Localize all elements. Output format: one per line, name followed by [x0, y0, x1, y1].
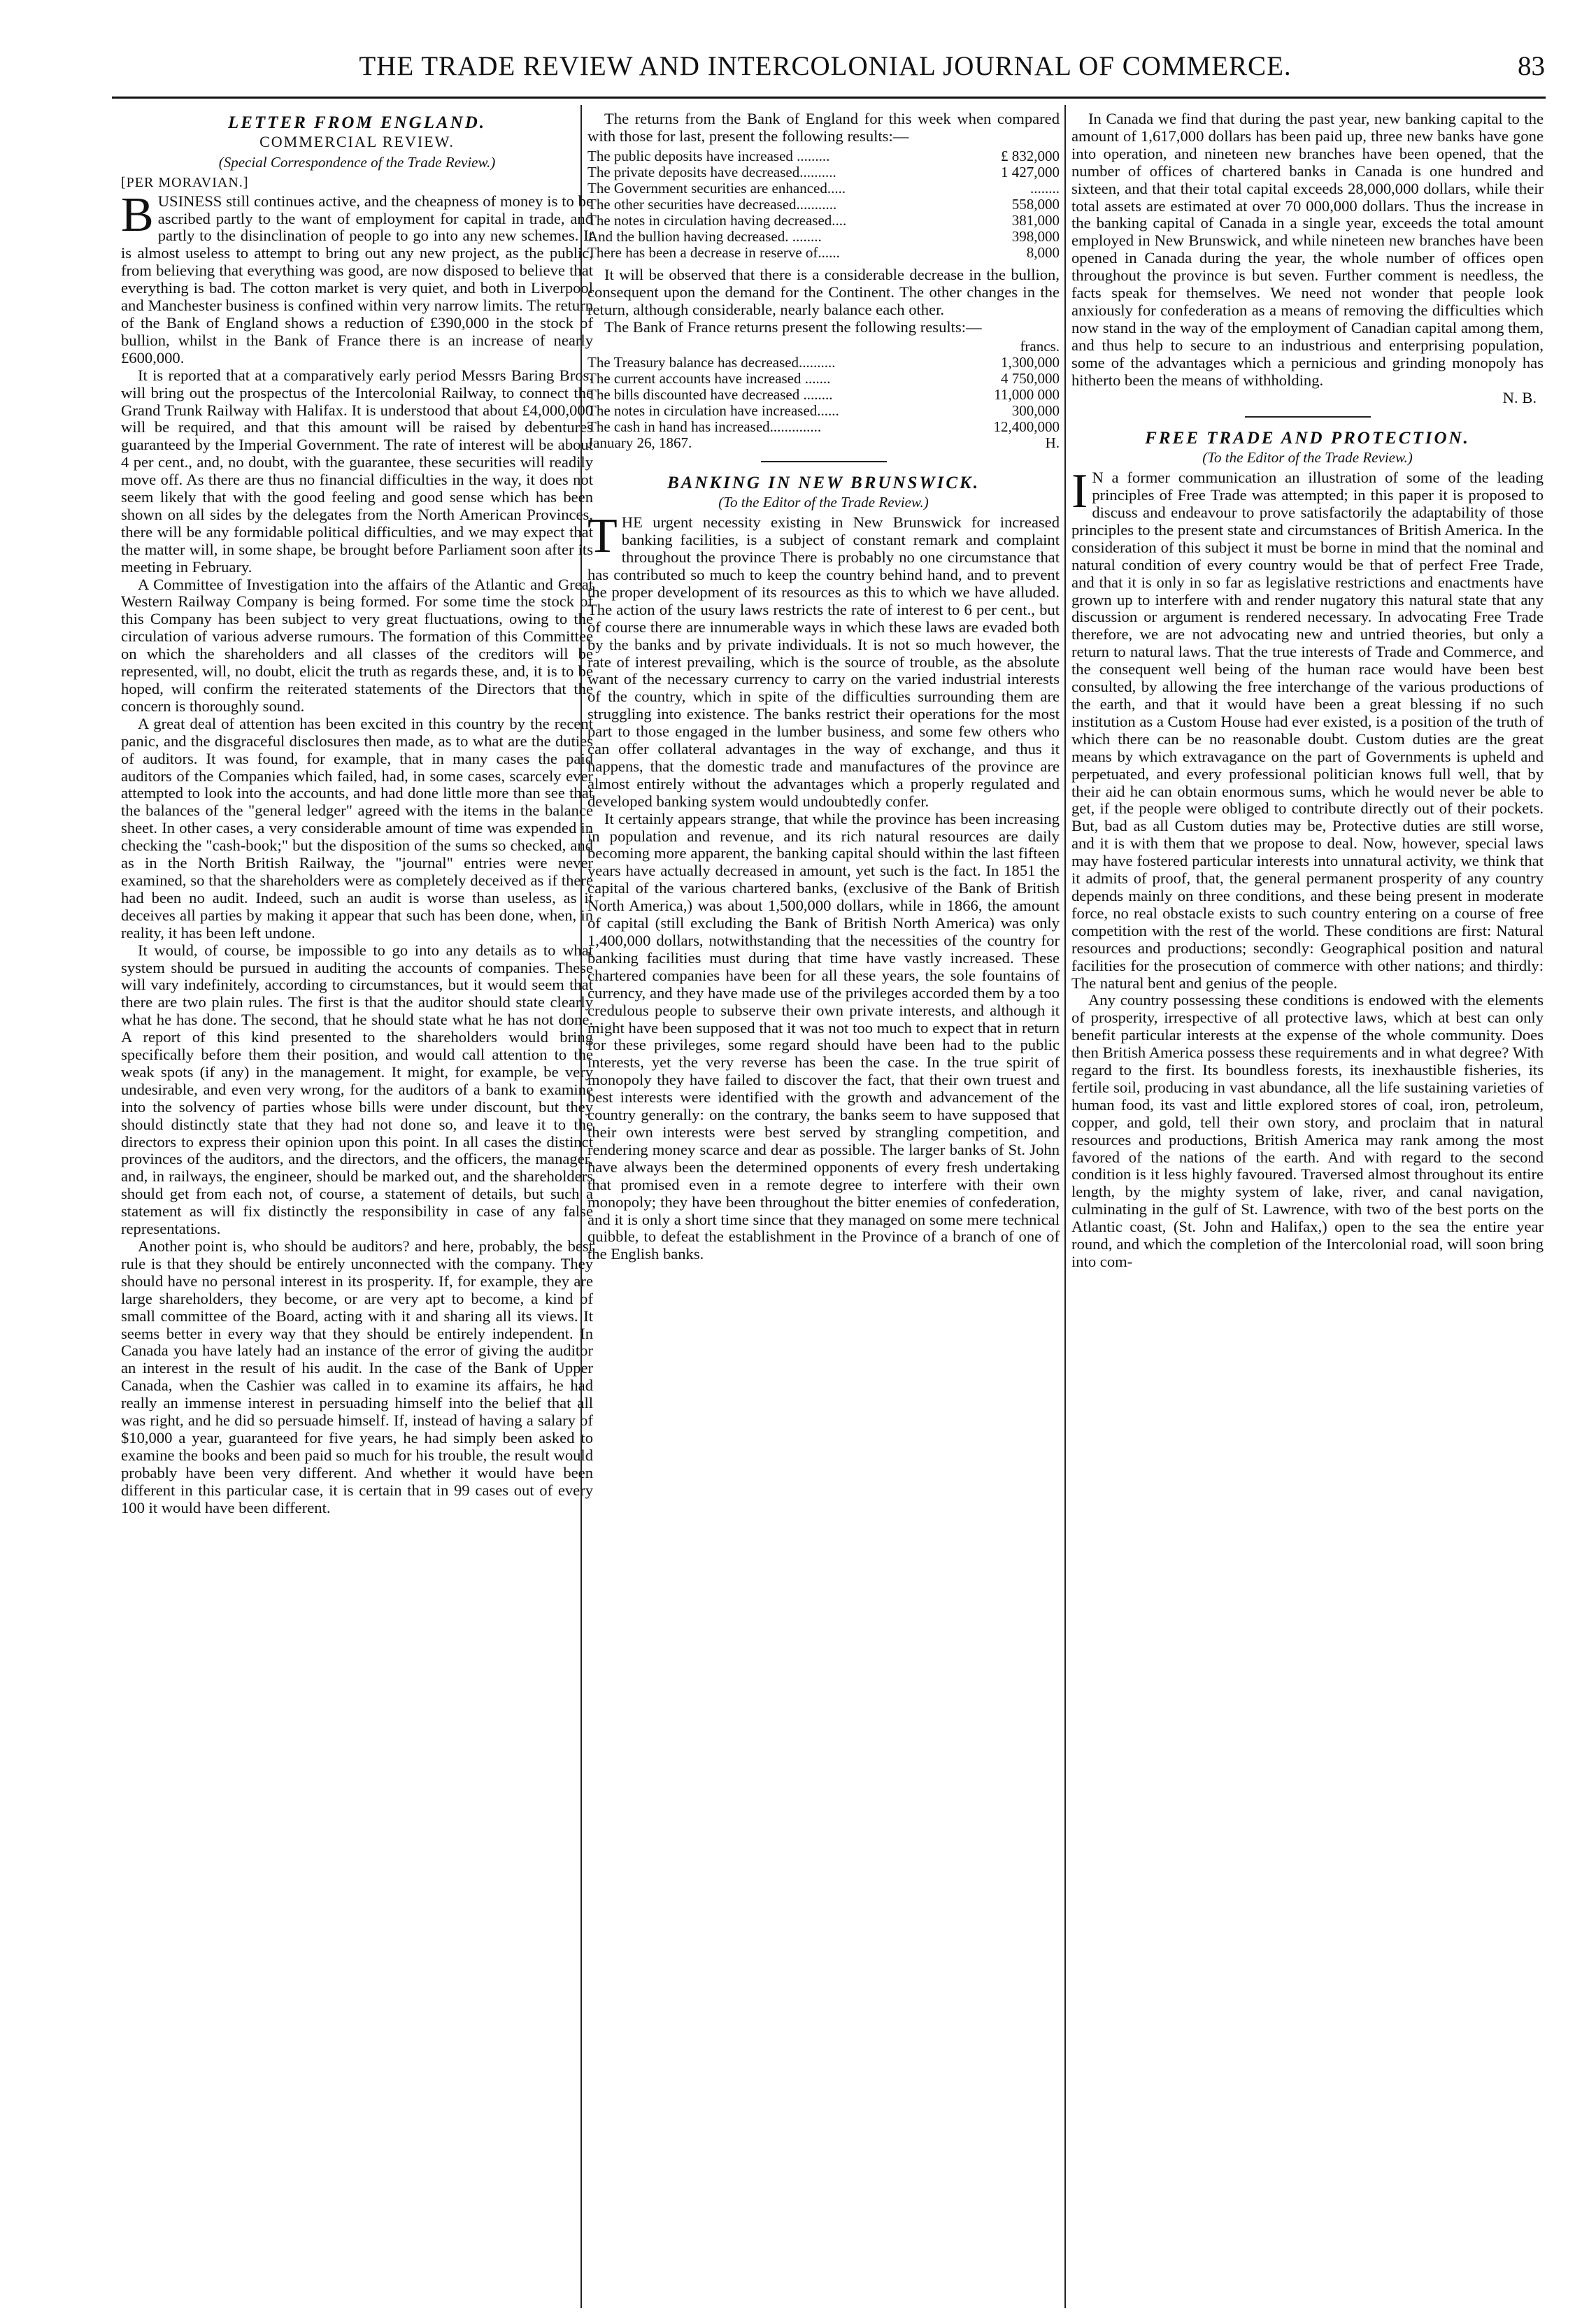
- table-row: The private deposits have decreased.......... 1 427,000: [587, 163, 1060, 180]
- paragraph: IN a former communication an illustration of some of the leading principles of Free Trade was attempted; in this paper it is proposed to discuss and endeavour to prove satisfactorily the adaptability of those principles to the present state and circumstances of British America. In the consideration of this subject it must be borne in mind that the nominal and natural condition of every country would be that of perfect Free Trade, and that it is only in so far as legislative restrictions and enactments have grown up to interfere with and render nugatory this natural state that any discussion or argument is rendered necessary. In advocating Free Trade therefore, we are not advocating new and untried theories, but only a return to natural laws. That the true interests of Trade and Commerce, and the consequent well being of the human race would have been best consulted, by allowing the free interchange of the various productions of the earth, and that it would have been a great blessing if no such institution as a Custom House had ever existed, is a position of the truth of which there can be no reasonable doubt. Custom duties are the great means by which extravagance on the part of Governments is upheld and perpetuated, and every professional politician knows full well, that by their aid he can obtain enormous sums, which he would never be able to get, if the people were obliged to contribute directly out of their pockets. But, bad as all Custom duties may be, Protective duties are still worse, and it is with them that we propose to deal. Now, however, special laws may have fostered particular interests into unnatural activity, we think that it admits of proof, that, the general permanent prosperity of any country depends mainly on three conditions, and these being present in moderate force, no real obstacle exists to such country entering on a course of free competition with the rest of the world. These conditions are first: Natural resources and productions; secondly: Geographical position and natural facilities for the prosecution of commerce with other nations; and thirdly: The natural bent and genius of the people.: [1071, 464, 1544, 992]
- article-divider: [1245, 416, 1371, 418]
- signature: H.: [1045, 434, 1060, 452]
- running-head: THE TRADE REVIEW AND INTERCOLONIAL JOURNAL OF COMMERCE.: [359, 51, 1292, 81]
- article-title: FREE TRADE AND PROTECTION.: [1145, 429, 1470, 448]
- column-3: [1071, 111, 1544, 2307]
- table-row: The other securities have decreased........... 558,000: [587, 195, 1060, 213]
- table-row: The Government securities are enhanced..... ........: [587, 179, 1060, 197]
- signature: N. B.: [1502, 388, 1537, 406]
- column-2: [587, 111, 1060, 2307]
- bank-of-england-table: [587, 148, 1060, 261]
- article-kicker: (To the Editor of the Trade Review.): [1202, 449, 1413, 467]
- article-kicker: (Special Correspondence of the Trade Review.): [218, 153, 496, 171]
- table-row: The Treasury balance has decreased.......... 1,300,000: [587, 354, 1060, 371]
- paragraph: A Committee of Investigation into the affairs of the Atlantic and Great Western Railway Company is being formed. For some time the stock of this Company has been subject to very great fluctuations, owing to the circulation of various adverse rumours. The formation of this Committee on which the shareholders and all classes of the creditors will be represented, will, no doubt, elicit the truth as regards these, and, it is to be hoped, will confirm the reiterated statements of the Directors that the concern is thoroughly sound.: [121, 575, 593, 715]
- header-rule: [112, 97, 1546, 99]
- column-1: [121, 111, 593, 2307]
- paragraph: Any country possessing these conditions is endowed with the elements of prosperity, irrespective of all protective laws, which at best can only benefit particular interests at the expense of the whole community. Does then British America possess these requirements and in what degree? With regard to the first. Its boundless forests, its inexhaustible fisheries, its fertile soil, producing in vast abundance, all the life sustaining varieties of human food, its vast and little explored stores of coal, iron, petroleum, copper, and gold, tell their own story, and proclaim that in natural resources and productions, British America may rank among the most favored of the nations of the earth. And with regard to the second condition is it less highly favoured. Traversed almost throughout its entire length, by the mighty system of lake, river, and canal navigation, culminating in the gulf of St. Lawrence, with two of the best ports on the Atlantic coast, (St. John and Halifax,) open to the sea the entire year round, and which the completion of the Intercolonial road, will soon bring into com-: [1071, 991, 1544, 1270]
- table-row: There has been a decrease in reserve of...... 8,000: [587, 243, 1060, 261]
- paragraph: In Canada we find that during the past year, new banking capital to the amount of 1,617,000 dollars has been paid up, three new banks have gone into operation, and nineteen new branches have been opened, that the number of offices of chartered banks in Canada is one hundred and sixteen, and that their total capital exceeds 28,000,000 dollars, while their total assets are estimated at over 70 000,000 dollars. Thus the increase in the banking capital of Canada in a single year, exceeds the total amount employed in New Brunswick, and while nineteen new branches have been opened in Canada during the year, the whole number of offices open throughout the province is but seven. Further comment is needless, the facts speak for themselves. We need not wonder that people look anxiously for confederation as a means of removing the difficulties which now stand in the way of the employment of Canadian capital among them, and thus help to secure to an industrious and enterprising population, some of the advantages which a pernicious and grinding monopoly has hitherto been the means of withholding.: [1071, 111, 1544, 389]
- article-subtitle: COMMERCIAL REVIEW.: [259, 132, 455, 150]
- table-row: The bills discounted have decreased ........ 11,000 000: [587, 386, 1060, 404]
- table-row: The cash in hand has increased.............. 12,400,000: [587, 418, 1060, 436]
- column-rule: [1064, 105, 1066, 2308]
- table-row: The notes in circulation have increased...... 300,000: [587, 402, 1060, 420]
- paragraph: BUSINESS still continues active, and the cheapness of money is to be ascribed partly to the want of employment for capital in trade, and partly to the disinclination of people to go into any new schemes. It is almost useless to attempt to bring out any new project, as the public, from believing that everything was good, are now disposed to believe that everything is bad. The cotton market is very quiet, and both in Liverpool and Manchester business is confined within very narrow limits. The return of the Bank of England shows a reduction of £390,000 in the stock of bullion, whilst in the Bank of France there is an increase of nearly £600,000.: [121, 187, 593, 367]
- table-row: [587, 339, 1060, 355]
- paragraph: THE urgent necessity existing in New Brunswick for increased banking facilities, is a subject of constant remark and complaint throughout the province There is probably no one circumstance that has contributed so much to keep the country behind hand, and to prevent the proper development of its resources as this to which we have alluded. The action of the usury laws restricts the rate of interest to 6 per cent., but of course there are innumerable ways in which these laws are evaded both by the banks and by private individuals. It is not so much however, the rate of interest prevailing, which is the source of trouble, as the absolute want of the necessary currency to carry on the varied industrial interests of the country, which in spite of the difficulties surrounding them are struggling into existence. The banks restrict their operations for the most part to those engaged in the lumber business, and some few others who can offer collateral advantages in the way of exchange, and thus it happens, that the domestic trade and manufactures of the province are almost entirely without the advantages which a properly regulated and developed banking system would undoubtedly confer.: [587, 509, 1060, 810]
- paragraph: The returns from the Bank of England for this week when compared with those for last, present the following results:—: [587, 111, 1060, 145]
- table-row: The public deposits have increased ......... £ 832,000: [587, 147, 1060, 164]
- table-row: [587, 435, 1060, 451]
- paragraph: It will be observed that there is a considerable decrease in the bullion, consequent upon the demand for the Continent. The other changes in the return, although considerable, nearly balance each other.: [587, 265, 1060, 318]
- article-byline: [PER MORAVIAN.]: [121, 174, 249, 190]
- paragraph: It is reported that at a comparatively early period Messrs Baring Bros. will bring out the prospectus of the Intercolonial Railway, to connect the Grand Trunk Railway with Halifax. It is understood that about £4,000,000 will be required, and that this amount will be raised by debentures guaranteed by the Imperial Government. The rate of interest will be about 4 per cent., and, no doubt, with the guarantee, these securities will readily move off. As there are thus no financial difficulties in the way, it does not seem likely that with the good feeling and good sense which has been shown on all sides by the delegates from the North American Provinces, there will be any formidable political difficulties, and we may expect that the matter will, in some shape, be brought before Parliament soon after its meeting in February.: [121, 366, 593, 576]
- paragraph: It would, of course, be impossible to go into any details as to what system should be pursued in auditing the accounts of companies. These will vary indefinitely, according to circumstances, but it would seem that there are two plain rules. The first is that the auditor should state clearly what he has done. The second, that he should state what he has not done. A report of this kind presented to the shareholders would bring specifically before them their position, and would call attention to the weak spots (if any) in the management. It might, for example, be very undesirable, and even very wrong, for the auditors of a bank to examine into the solvency of parties whose bills were under discount, but they should distinctly state that they had not done so, and leave it to the directors to express their opinion upon this point. In all cases the distinct provinces of the auditors, and the directors, and the officers, the manager, and, in railways, the engineer, should be marked out, and the shareholders should get from each not, of course, a statement of details, but such a statement as will fix distinctly the responsibility in case of any false representations.: [121, 941, 593, 1238]
- article-title: BANKING IN NEW BRUNSWICK.: [667, 474, 980, 493]
- table-unit: francs.: [1020, 338, 1060, 355]
- dateline: January 26, 1867.: [587, 434, 692, 452]
- page-number: 83: [1518, 51, 1545, 81]
- bank-of-france-table: [587, 339, 1060, 451]
- table-row: The current accounts have increased ....... 4 750,000: [587, 370, 1060, 387]
- article-divider: [761, 461, 887, 462]
- paragraph: It certainly appears strange, that while the province has been increasing in population and revenue, and its rich natural resources are daily becoming more apparent, the banking capital should within the last fifteen years have actually decreased in amount, yet such is the fact. In 1851 the capital of the various chartered banks, (exclusive of the Bank of British North America,) was about 1,500,000 dollars, while in 1866, the amount of capital (still excluding the Bank of British North America) was only 1,400,000 dollars, notwithstanding that the necessities of the country for banking facilities must during that time have vastly increased. These chartered companies have been for all these years, the sole fountains of currency, and they have made use of the privileges accorded them by a too credulous people to subserve their own private interests, and although it might have been supposed that it was not too much to expect that in return for these privileges, some regard should have been had to the public interests, yet the very reverse has been the case. In the true spirit of monopoly they have failed to discover the fact, that their own truest and best interests were identified with the growth and advancement of the country generally: on the contrary, the banks seem to have supposed that their own interests were best served by strangling competition, and rendering money scarce and dear as possible. The larger banks of St. John have always been the determined opponents of every fresh undertaking that promised even in a remote degree to interfere with their own monopoly; they have been throughout the bitter enemies of confederation, and it is only a short time since that they managed on some mere technical quibble, to defeat the establishment in the Province of a branch of one of the English banks.: [587, 809, 1060, 1263]
- table-row: The notes in circulation having decreased.... 381,000: [587, 211, 1060, 229]
- article-kicker: (To the Editor of the Trade Review.): [718, 494, 929, 511]
- paragraph: Another point is, who should be auditors? and here, probably, the best rule is that they should be entirely unconnected with the company. They should have no personal interest in its prosperity. If, for example, they are large shareholders, they become, or are very apt to become, a kind of small committee of the Board, acting with it and sharing all its views. It seems better in every way that they should be entirely independent. In Canada you have lately had an instance of the error of giving the auditor an interest in the result of his audit. In the case of the Bank of Upper Canada, when the Cashier was called in to examine its affairs, he had really an immense interest in persuading himself into the belief that all was right, and he did so persuade himself. If, instead of having a salary of $10,000 a year, guaranteed for five years, he had simply been asked to examine the books and been paid so much for his trouble, the result would probably have been very different. And whether it would have been different in this particular case, it is certain that in 99 cases out of every 100 it would have been different.: [121, 1237, 593, 1516]
- paragraph: The Bank of France returns present the following results:—: [604, 318, 982, 336]
- table-row: And the bullion having decreased. ........ 398,000: [587, 227, 1060, 245]
- paragraph: A great deal of attention has been excited in this country by the recent panic, and the disgraceful disclosures then made, as to what are the duties of auditors. It was found, for example, that in many cases the paid auditors of the Companies which failed, had, in some cases, scarcely ever attempted to look into the accounts, and had done little more than see that the balances of the "general ledger" agreed with the items in the balance sheet. In other cases, a very considerable amount of time was expended in checking the "cash-book;" but the disposition of the sums so checked, and as in the North British Railway, the "journal" entries were never examined, so that the shareholders were as completely deceived as if there had been no audit. Indeed, such an audit is worse than useless, as it deceives all parties by making it appear that such has been done, when, in reality, it has been left undone.: [121, 714, 593, 941]
- article-title: LETTER FROM ENGLAND.: [227, 113, 487, 132]
